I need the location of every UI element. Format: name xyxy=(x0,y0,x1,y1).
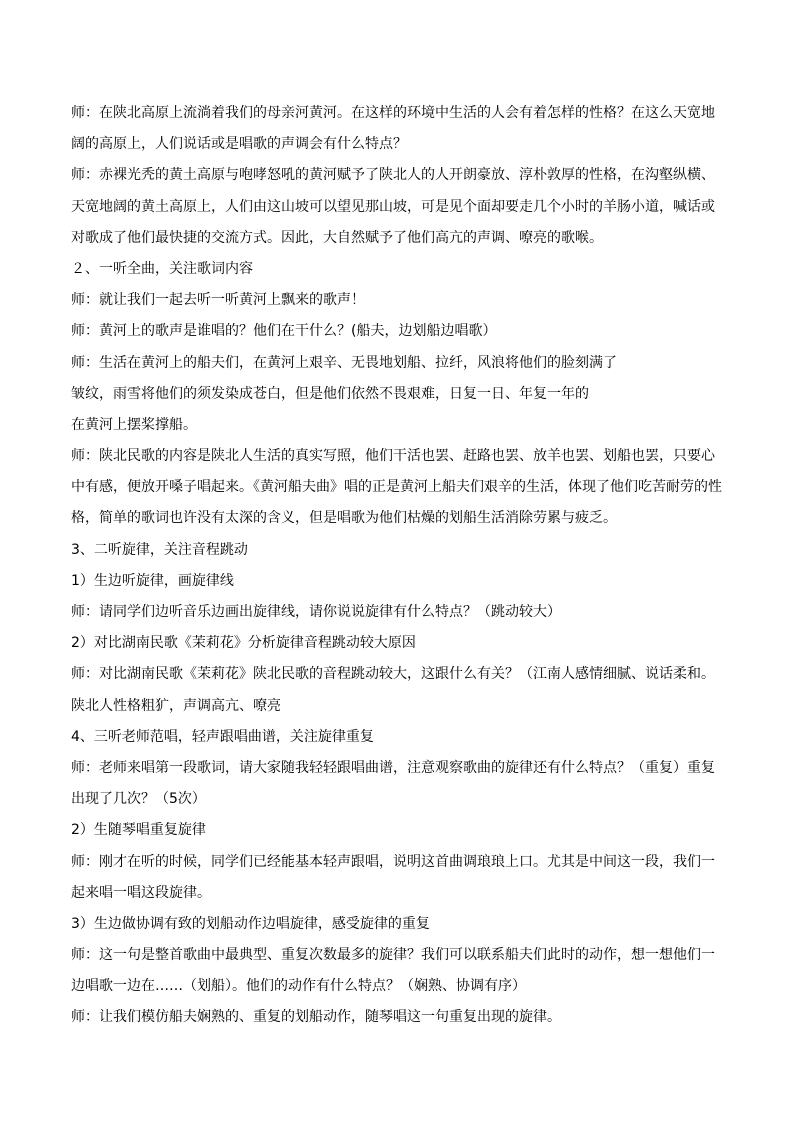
text-line: 中有感，便放开嗓子唱起来。《黄河船夫曲》唱的正是黄河上船夫们艰辛的生活，体现了他们吃苦耐劳的性 xyxy=(71,479,722,496)
text-line: 4、三听老师范唱，轻声跟唱曲谱，关注旋律重复 xyxy=(71,728,374,745)
text-line: 天宽地阔的黄土高原上，人们由这山坡可以望见那山坡，可是见个面却要走几个小时的羊肠小道，喊话或 xyxy=(71,198,715,215)
text-line: 师：让我们模仿船夫娴熟的、重复的划船动作，随琴唱这一句重复出现的旋律。 xyxy=(71,1009,561,1026)
document-body xyxy=(71,98,723,1034)
text-line: 师：刚才在听的时候，同学们已经能基本轻声跟唱，说明这首曲调琅琅上口。尤其是中间这一段，我们一 xyxy=(71,853,715,870)
text-line: 师：陕北民歌的内容是陕北人生活的真实写照，他们干活也罢、赶路也罢、放羊也罢、划船也罢，只要心 xyxy=(71,448,715,465)
text-line: 3）生边做协调有致的划船动作边唱旋律，感受旋律的重复 xyxy=(71,915,430,932)
text-line: 对歌成了他们最快捷的交流方式。因此，大自然赋予了他们高亢的声调、嘹亮的歌喉。 xyxy=(71,229,603,246)
text-line: 皱纹，雨雪将他们的须发染成苍白，但是他们依然不畏艰难，日复一日、年复一年的 xyxy=(71,385,589,402)
text-line: 2）对比湖南民歌《茉莉花》分析旋律音程跳动较大原因 xyxy=(71,635,416,652)
text-line: 师：对比湖南民歌《茉莉花》陕北民歌的音程跳动较大，这跟什么有关？（江南人感情细腻、说话柔和。 xyxy=(71,666,715,683)
text-line: 3、二听旋律，关注音程跳动 xyxy=(71,541,248,558)
text-line: 师：老师来唱第一段歌词，请大家随我轻轻跟唱曲谱，注意观察歌曲的旋律还有什么特点？（重复）重复 xyxy=(71,759,715,776)
text-line: 在黄河上摆桨撑船。 xyxy=(71,416,197,433)
text-line: 起来唱一唱这段旋律。 xyxy=(71,884,211,901)
text-line: 师：请同学们边听音乐边画出旋律线，请你说说旋律有什么特点？（跳动较大） xyxy=(71,604,561,620)
text-line: 阔的高原上，人们说话或是唱歌的声调会有什么特点？ xyxy=(71,136,407,153)
text-line: 师：生活在黄河上的船夫们，在黄河上艰辛、无畏地划船、拉纤，风浪将他们的脸刻满了 xyxy=(71,354,617,371)
text-line: 陕北人性格粗犷，声调高亢、嘹亮 xyxy=(71,697,281,714)
text-line: ２、一听全曲，关注歌词内容 xyxy=(71,260,253,277)
text-line: 师：就让我们一起去听一听黄河上飘来的歌声！ xyxy=(71,292,365,309)
text-line: 师：黄河上的歌声是谁唱的？他们在干什么？(船夫，边划船边唱歌） xyxy=(71,323,497,340)
text-line: 2）生随琴唱重复旋律 xyxy=(71,822,206,839)
text-line: 师：这一句是整首歌曲中最典型、重复次数最多的旋律？我们可以联系船夫们此时的动作，想一想他们一 xyxy=(71,947,715,964)
text-line: 格，简单的歌词也许没有太深的含义，但是唱歌为他们枯燥的划船生活消除劳累与疲乏。 xyxy=(71,510,617,527)
text-line: 师：赤裸光秃的黄土高原与咆哮怒吼的黄河赋予了陕北人的人开朗豪放、淳朴敦厚的性格，在沟壑纵横、 xyxy=(71,167,715,184)
text-line: 师：在陕北高原上流淌着我们的母亲河黄河。在这样的环境中生活的人会有着怎样的性格？在这么天宽地 xyxy=(71,105,715,121)
text-line: 边唱歌一边在……（划船）。他们的动作有什么特点？（娴熟、协调有序） xyxy=(71,978,526,995)
text-line: 1）生边听旋律，画旋律线 xyxy=(71,572,234,589)
text-line: 出现了几次？（5次） xyxy=(71,791,206,808)
